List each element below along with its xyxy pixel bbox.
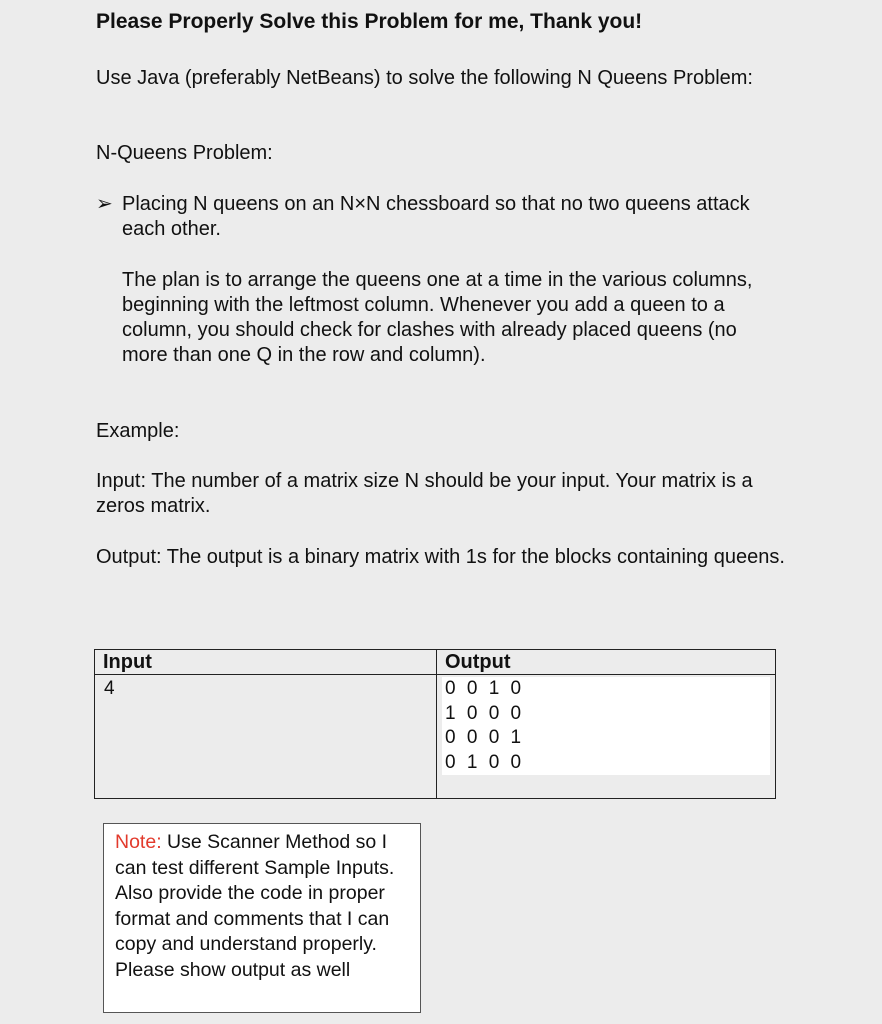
bullet-item: [96, 192, 776, 242]
output-description: Output: The output is a binary matrix with 1s for the blocks containing queens.: [96, 546, 785, 568]
output-matrix: [442, 677, 770, 775]
page-title: Please Properly Solve this Problem for me, Thank you!: [96, 10, 643, 33]
note-label: Note:: [115, 831, 162, 853]
output-column-header: Output: [445, 651, 511, 673]
matrix-row: 0 0 0 1: [445, 727, 525, 748]
io-table: [94, 649, 776, 799]
example-heading: Example:: [96, 420, 180, 442]
table-column-divider: [436, 650, 437, 798]
input-column-header: Input: [103, 651, 152, 673]
note-box: [103, 823, 421, 1013]
nqueens-heading: N-Queens Problem:: [96, 142, 273, 164]
note-text: Use Scanner Method so I can test different Sample Inputs. Also provide the code in proper format and comments that I can copy and understand properly. Please show output as well: [115, 831, 395, 981]
plan-text: The plan is to arrange the queens one at a time in the various columns, beginning with the leftmost column. Whenever you add a queen to a column, you should check for clashes with already placed queens (no more than one Q in the row and column).: [122, 269, 753, 366]
bullet-text: Placing N queens on an N×N chessboard so that no two queens attack each other.: [122, 193, 750, 240]
input-value: 4: [104, 678, 115, 699]
arrow-bullet-icon: ➢: [96, 193, 113, 215]
input-description: Input: The number of a matrix size N should be your input. Your matrix is a zeros matrix.: [96, 470, 753, 517]
intro-text: Use Java (preferably NetBeans) to solve the following N Queens Problem:: [96, 67, 753, 89]
matrix-row: 1 0 0 0: [445, 702, 525, 724]
matrix-row: 0 1 0 0: [445, 751, 525, 773]
table-header-divider: [95, 674, 775, 675]
matrix-row: 0 0 1 0: [445, 678, 525, 699]
